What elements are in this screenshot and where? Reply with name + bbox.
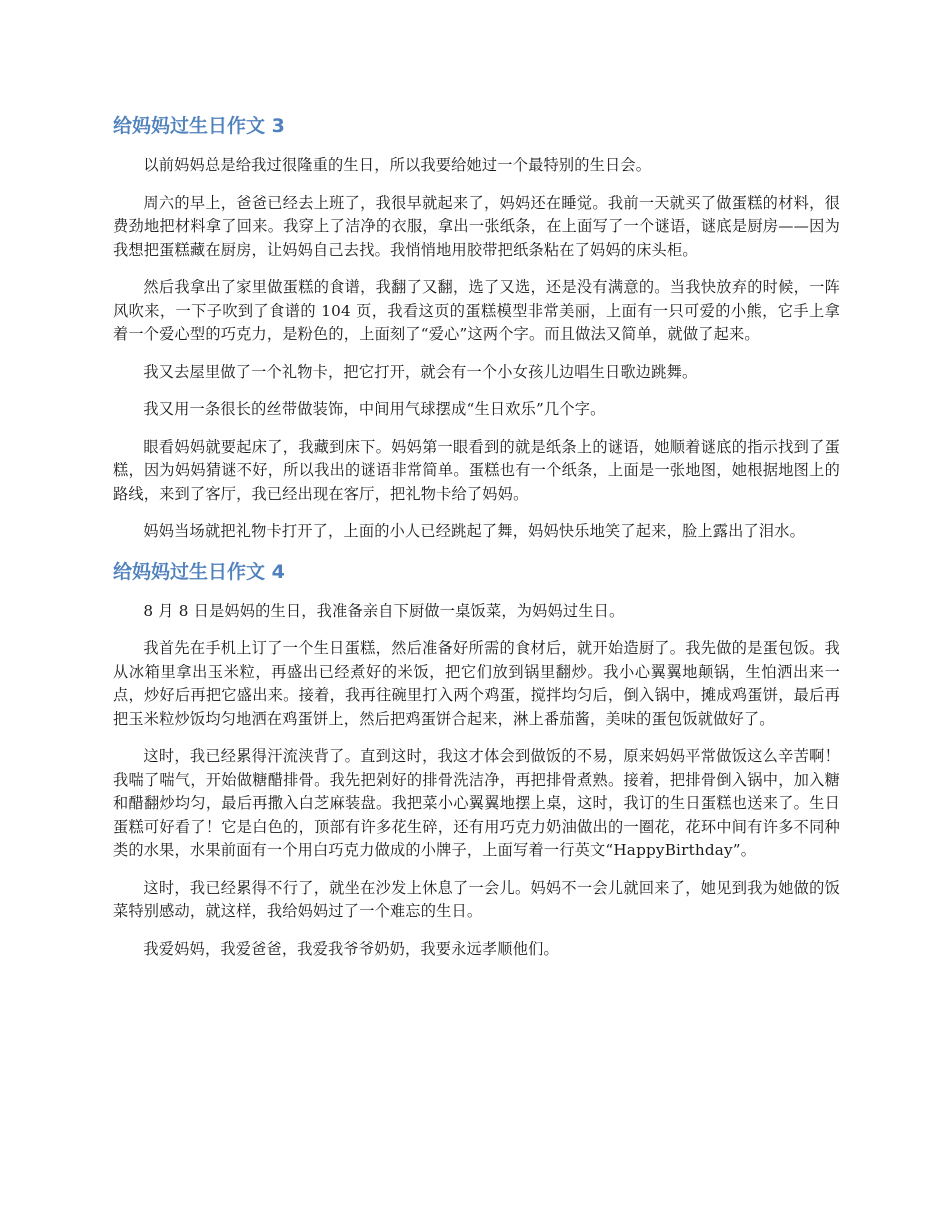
section-title: 给妈妈过生日作文 3 [113,115,285,137]
paragraph: 这时，我已经累得不行了，就坐在沙发上休息了一会儿。妈妈不一会儿就回来了，她见到我为她做的饭菜特别感动，就这样，我给妈妈过了一个难忘的生日。 [113,878,840,920]
paragraph: 这时，我已经累得汗流浃背了。直到这时，我这才体会到做饭的不易，原来妈妈平常做饭这么辛苦啊！我喘了喘气，开始做糖醋排骨。我先把剁好的排骨洗洁净，再把排骨煮熟。接着，把排骨倒入锅中，加入糖和醋翻炒均匀，最后再撒入白芝麻装盘。我把菜小心翼翼地摆上桌，这时，我订的生日蛋糕也送来了。生日蛋糕可好看了！它是白色的，顶部有许多花生碎，还有用巧克力奶油做出的一圈花，花环中间有许多不同种类的水果，水果前面有一个用白巧克力做成的小牌子，上面写着一行英文“HappyBirthday”。 [113,747,840,859]
paragraph: 然后我拿出了家里做蛋糕的食谱，我翻了又翻，选了又选，还是没有满意的。当我快放弃的时候，一阵风吹来，一下子吹到了食谱的 104 页，我看这页的蛋糕模型非常美丽，上面有一只可爱的小熊，它手上拿着一个爱心型的巧克力，是粉色的，上面刻了“爱心”这两个字。而且做法又简单，就做了起来。 [113,278,840,343]
paragraph: 我又去屋里做了一个礼物卡，把它打开，就会有一个小女孩儿边唱生日歌边跳舞。 [143,362,698,381]
paragraph: 我爱妈妈，我爱爸爸，我爱我爷爷奶奶，我要永远孝顺他们。 [143,939,559,958]
essay-section-3 [113,112,840,544]
paragraph: 我首先在手机上订了一个生日蛋糕，然后准备好所需的食材后，就开始造厨了。我先做的是蛋包饭。我从冰箱里拿出玉米粒，再盛出已经煮好的米饭，把它们放到锅里翻炒。我小心翼翼地颠锅，生怕洒出来一点，炒好后再把它盛出来。接着，我再往碗里打入两个鸡蛋，搅拌均匀后，倒入锅中，摊成鸡蛋饼，最后再把玉米粒炒饭均匀地洒在鸡蛋饼上，然后把鸡蛋饼合起来，淋上番茄酱，美味的蛋包饭就做好了。 [113,639,840,728]
paragraph: 以前妈妈总是给我过很隆重的生日，所以我要给她过一个最特别的生日会。 [143,156,652,174]
paragraph: 眼看妈妈就要起床了，我藏到床下。妈妈第一眼看到的就是纸条上的谜语，她顺着谜底的指示找到了蛋糕，因为妈妈猜谜不好，所以我出的谜语非常简单。蛋糕也有一个纸条，上面是一张地图，她根据地图上的路线，来到了客厅，我已经出现在客厅，把礼物卡给了妈妈。 [113,437,840,503]
section-title: 给妈妈过生日作文 4 [113,560,285,583]
document-page [113,112,840,975]
paragraph: 我又用一条很长的丝带做装饰，中间用气球摆成“生日欢乐”几个字。 [143,400,606,418]
paragraph: 妈妈当场就把礼物卡打开了，上面的小人已经跳起了舞，妈妈快乐地笑了起来，脸上露出了泪水。 [143,522,806,540]
paragraph: 周六的早上，爸爸已经去上班了，我很早就起来了，妈妈还在睡觉。我前一天就买了做蛋糕的材料，很费劲地把材料拿了回来。我穿上了洁净的衣服，拿出一张纸条，在上面写了一个谜语，谜底是厨房——因为我想把蛋糕藏在厨房，让妈妈自己去找。我悄悄地用胶带把纸条粘在了妈妈的床头柜。 [113,193,840,259]
essay-section-4 [113,558,840,962]
paragraph: 8 月 8 日是妈妈的生日，我准备亲自下厨做一桌饭菜，为妈妈过生日。 [143,601,625,620]
